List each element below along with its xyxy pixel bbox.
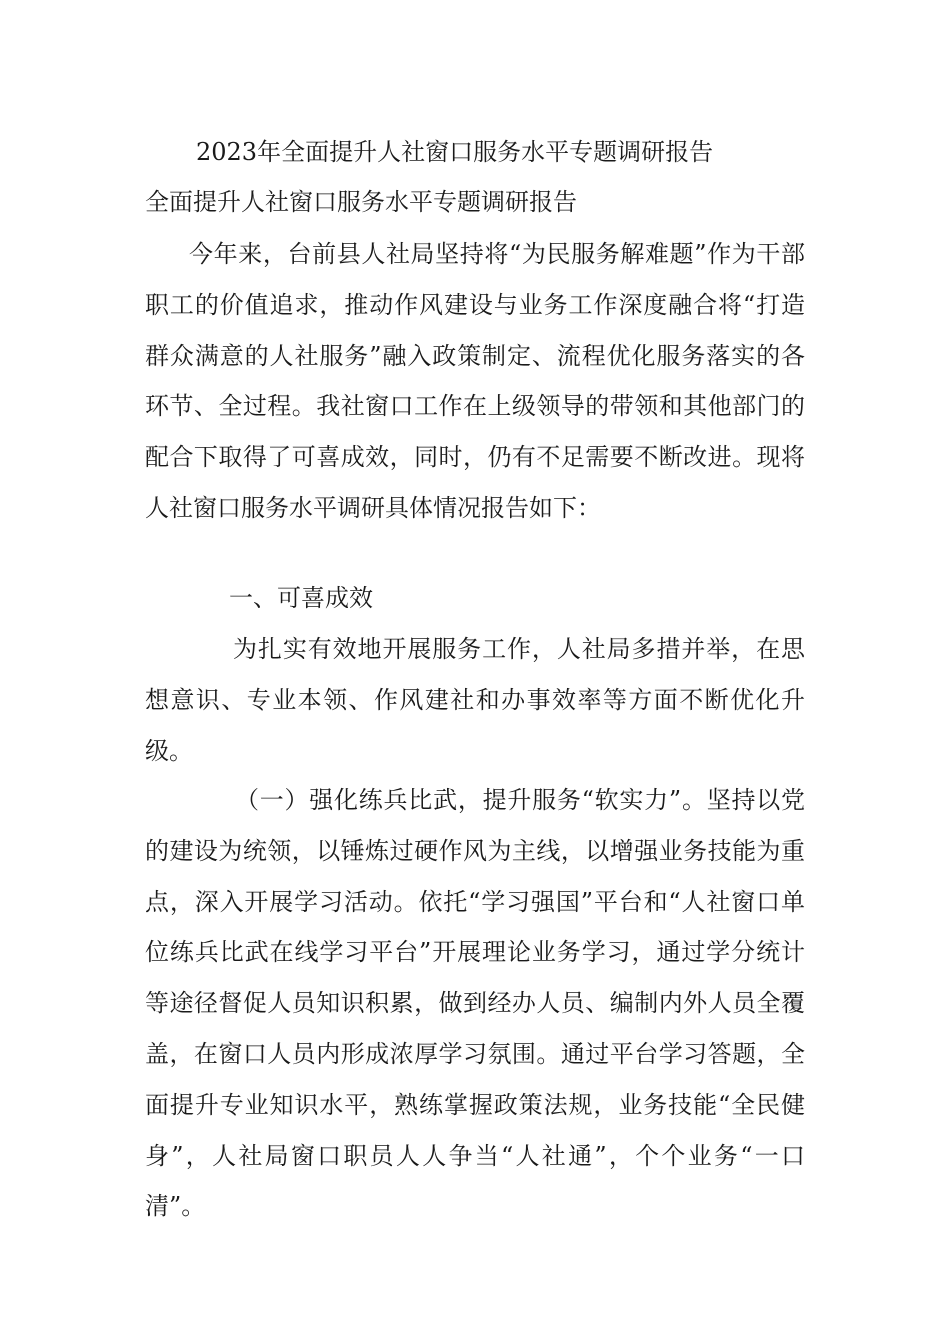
section-paragraph: 为扎实有效地开展服务工作，人社局多措并举，在思想意识、专业本领、作风建社和办事效率等方面不断优化升级。: [145, 635, 805, 765]
document-subtitle: 全面提升人社窗口服务水平专题调研报告: [145, 188, 577, 216]
intro-paragraph: 今年来，台前县人社局坚持将“为民服务解难题”作为干部职工的价值追求，推动作风建设与业务工作深度融合将“打造群众满意的人社服务”融入政策制定、流程优化服务落实的各环节、全过程。我社窗口工作在上级领导的带领和其他部门的配合下取得了可喜成效，同时，仍有不足需要不断改进。现将人社窗口服务水平调研具体情况报告如下：: [145, 240, 805, 522]
section-heading: 一、可喜成效: [229, 584, 373, 612]
document-title: 2023年全面提升人社窗口服务水平专题调研报告: [196, 138, 714, 166]
subsection-paragraph: （一）强化练兵比武，提升服务“软实力”。坚持以党的建设为统领，以锤炼过硬作风为主线，以增强业务技能为重点，深入开展学习活动。依托“学习强国”平台和“人社窗口单位练兵比武在线学习平台”开展理论业务学习，通过学分统计等途径督促人员知识积累，做到经办人员、编制内外人员全覆盖，在窗口人员内形成浓厚学习氛围。通过平台学习答题，全面提升专业知识水平，熟练掌握政策法规，业务技能“全民健身”，人社局窗口职员人人争当“人社通”，个个业务“一口清”。: [145, 786, 805, 1221]
